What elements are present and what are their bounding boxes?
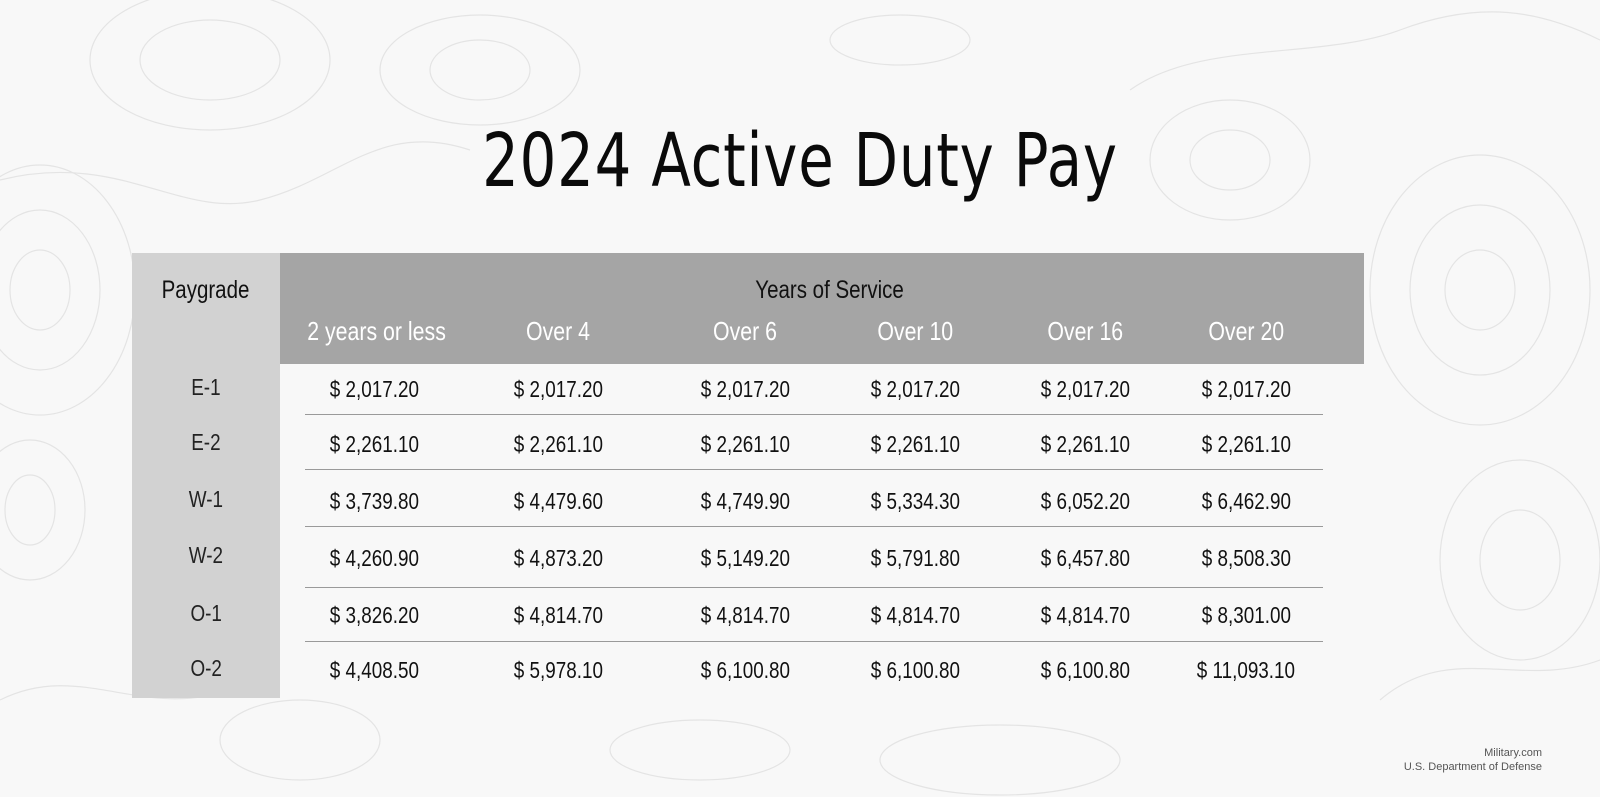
table-cell: $ 4,814.70 (1040, 602, 1130, 628)
row-divider (305, 414, 1323, 415)
table-cell: $ 5,334.30 (870, 488, 960, 514)
table-cell: $ 4,814.70 (870, 602, 960, 628)
years-of-service-header-bg (280, 253, 1364, 364)
table-cell: $ 4,873.20 (513, 545, 603, 571)
table-cell: $ 2,261.10 (870, 431, 960, 457)
table-cell: $ 4,749.90 (700, 488, 790, 514)
row-label-o-2: O-2 (190, 655, 222, 681)
source-credit (1404, 746, 1542, 774)
source-line-1: Military.com (1484, 747, 1542, 759)
row-divider (305, 469, 1323, 470)
page-title: 2024 Active Duty Pay (482, 118, 1118, 204)
source-line-2: U.S. Department of Defense (1403, 761, 1542, 773)
table-cell: $ 6,457.80 (1040, 545, 1130, 571)
table-cell: $ 2,017.20 (700, 376, 790, 402)
table-cell: $ 2,261.10 (329, 431, 419, 457)
table-cell: $ 11,093.10 (1196, 657, 1296, 683)
table-cell: $ 2,261.10 (1201, 431, 1291, 457)
column-header-2-years-or-less: 2 years or less (307, 316, 447, 346)
table-cell: $ 8,508.30 (1201, 545, 1291, 571)
table-cell: $ 3,739.80 (329, 488, 419, 514)
table-cell: $ 5,978.10 (513, 657, 603, 683)
table-cell: $ 2,261.10 (1040, 431, 1130, 457)
table-cell: $ 6,100.80 (700, 657, 790, 683)
table-cell: $ 5,149.20 (700, 545, 790, 571)
table-cell: $ 2,017.20 (1040, 376, 1130, 402)
row-divider (305, 587, 1323, 588)
table-cell: $ 6,100.80 (870, 657, 960, 683)
row-label-o-1: O-1 (190, 600, 222, 626)
column-header-over-16: Over 16 (1047, 316, 1123, 346)
table-cell: $ 5,791.80 (870, 545, 960, 571)
row-label-w-2: W-2 (188, 542, 224, 568)
table-cell: $ 3,826.20 (329, 602, 419, 628)
row-divider (305, 641, 1323, 642)
years-of-service-header: Years of Service (755, 276, 905, 304)
row-label-e-1: E-1 (191, 374, 221, 400)
column-header-over-6: Over 6 (713, 316, 777, 346)
row-label-w-1: W-1 (188, 486, 224, 512)
row-divider (305, 526, 1323, 527)
table-cell: $ 4,814.70 (700, 602, 790, 628)
table-cell: $ 6,100.80 (1040, 657, 1130, 683)
table-cell: $ 6,462.90 (1201, 488, 1291, 514)
table-cell: $ 2,017.20 (1201, 376, 1291, 402)
table-cell: $ 2,017.20 (329, 376, 419, 402)
column-header-over-20: Over 20 (1208, 316, 1284, 346)
paygrade-column-bg (132, 253, 280, 698)
table-cell: $ 2,017.20 (870, 376, 960, 402)
table-cell: $ 6,052.20 (1040, 488, 1130, 514)
table-cell: $ 4,814.70 (513, 602, 603, 628)
paygrade-header: Paygrade (162, 276, 250, 304)
table-cell: $ 4,260.90 (329, 545, 419, 571)
table-cell: $ 2,261.10 (700, 431, 790, 457)
table-cell: $ 4,479.60 (513, 488, 603, 514)
column-header-over-4: Over 4 (526, 316, 590, 346)
table-cell: $ 4,408.50 (329, 657, 419, 683)
table-cell: $ 8,301.00 (1201, 602, 1291, 628)
column-header-over-10: Over 10 (877, 316, 953, 346)
table-cell: $ 2,017.20 (513, 376, 603, 402)
row-label-e-2: E-2 (191, 429, 221, 455)
table-cell: $ 2,261.10 (513, 431, 603, 457)
